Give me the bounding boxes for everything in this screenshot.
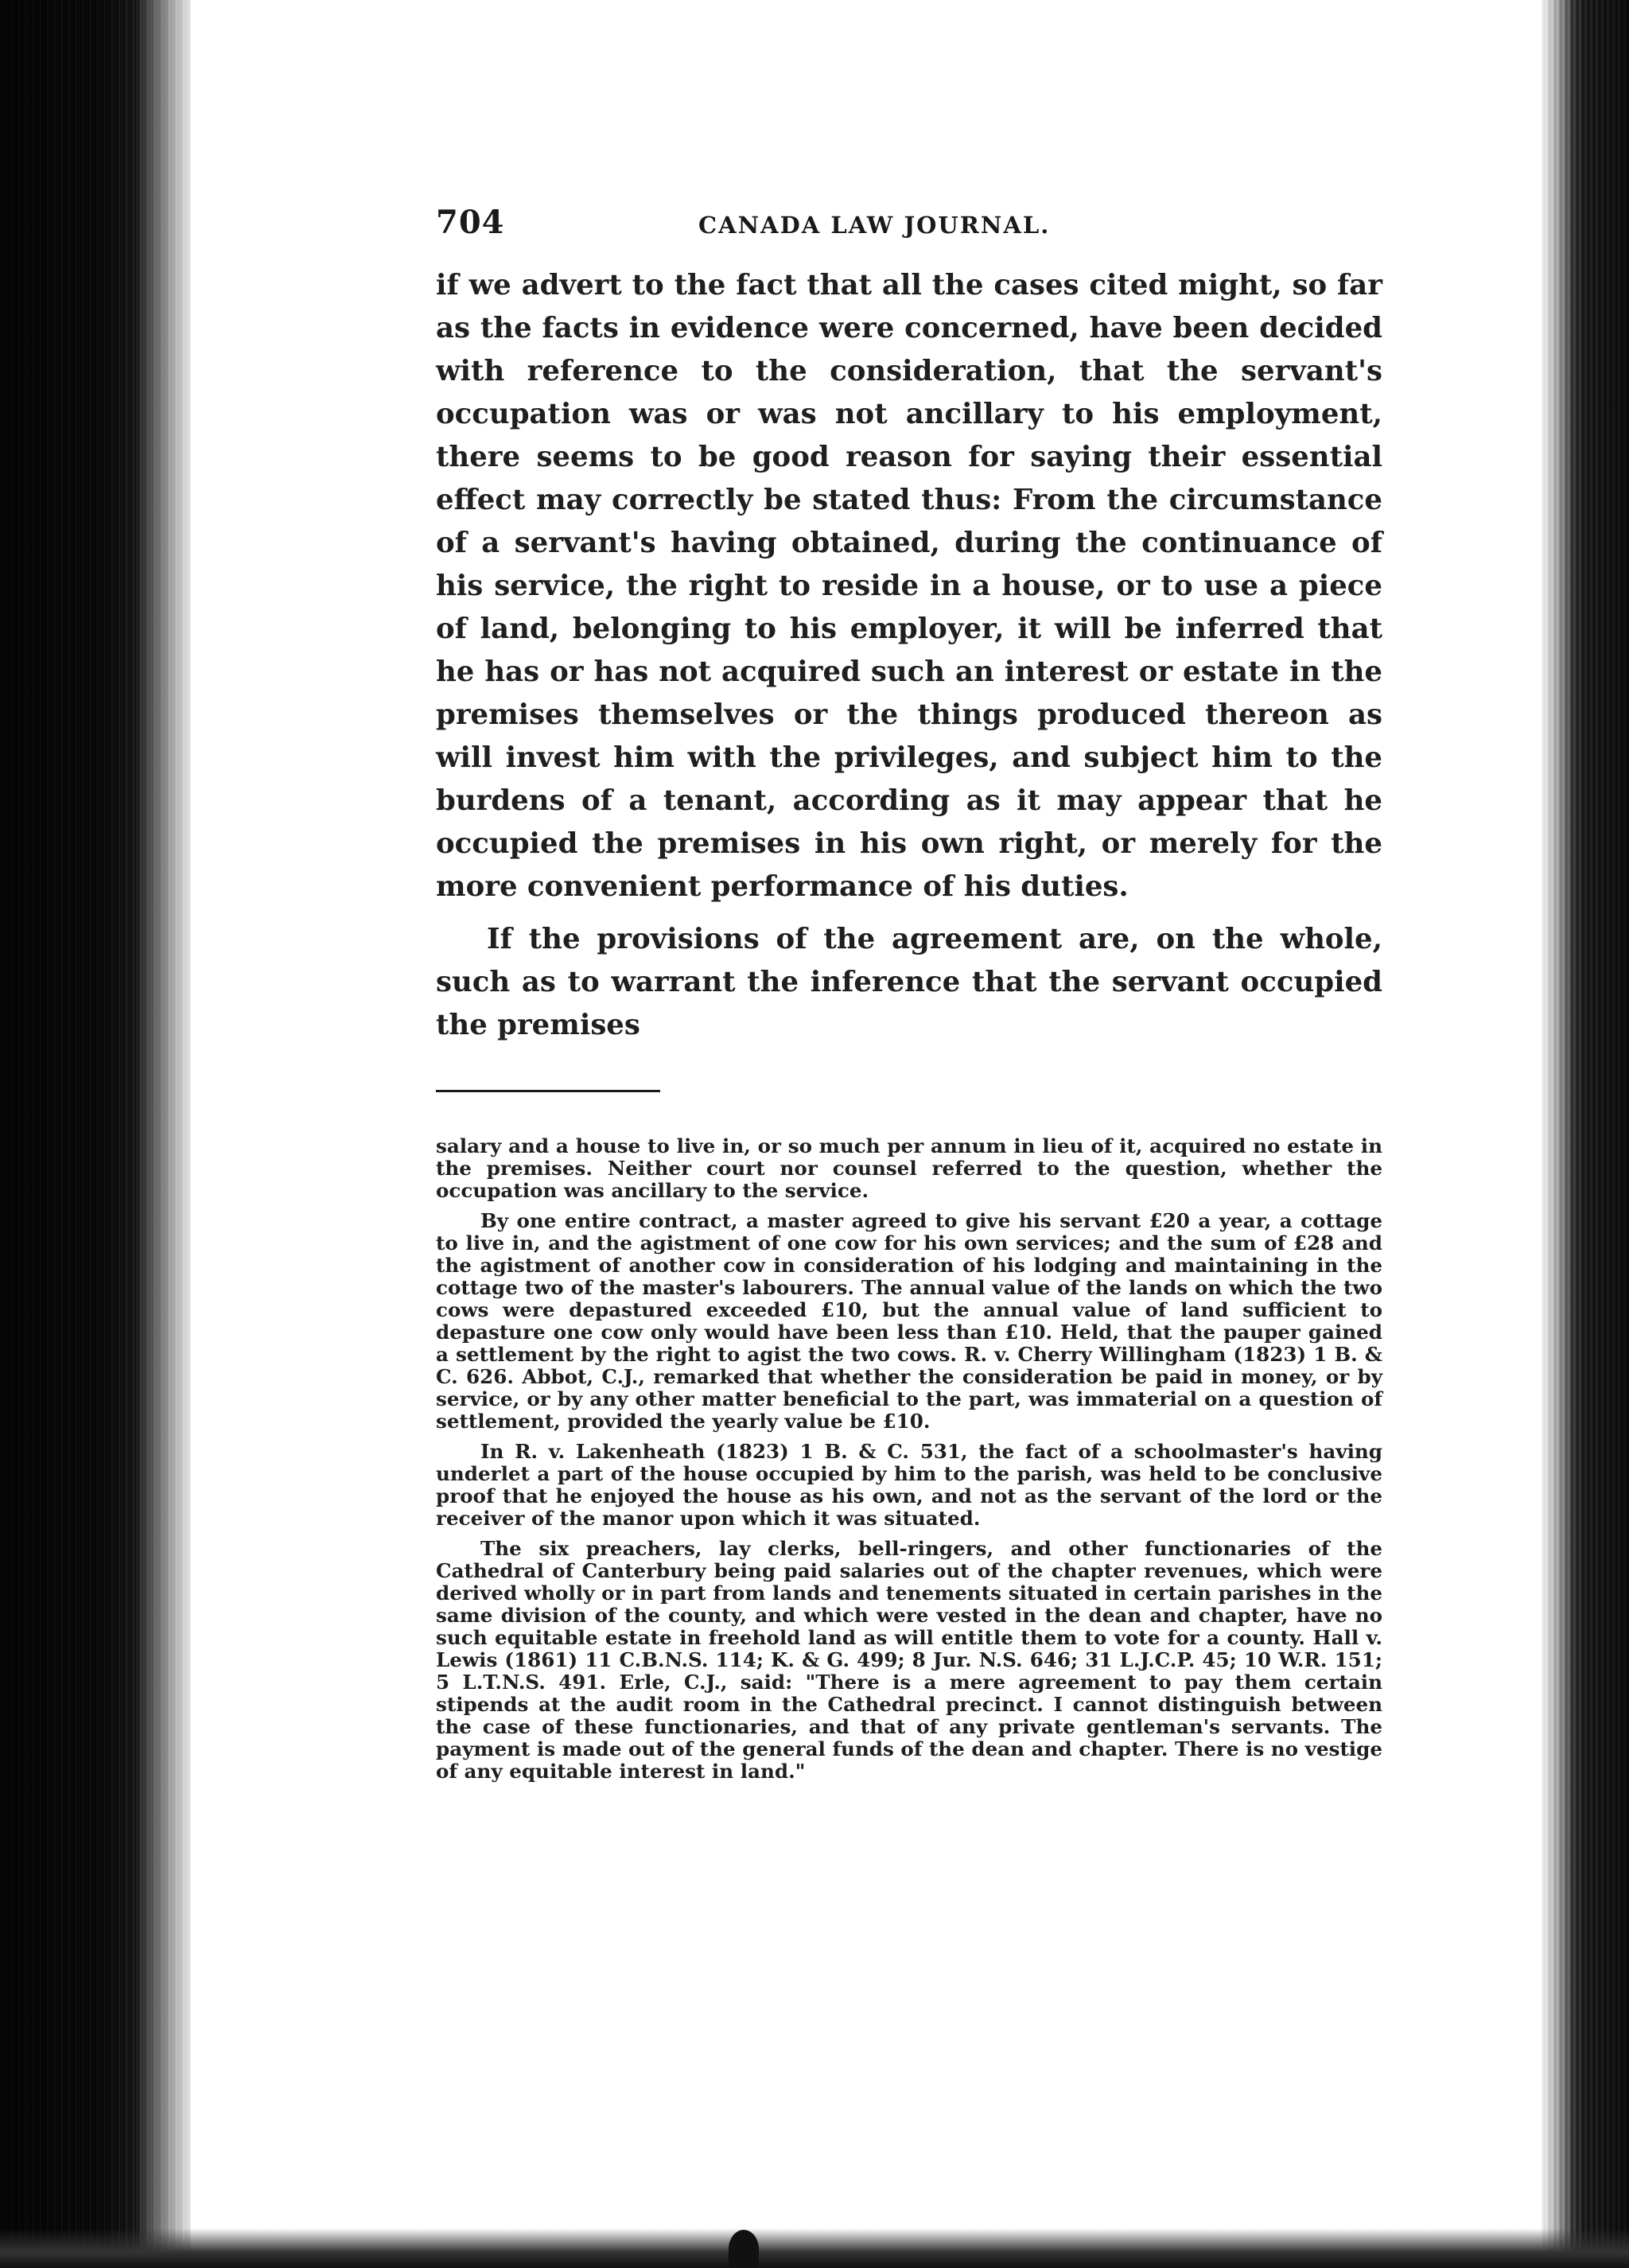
journal-title: CANADA LAW JOURNAL. xyxy=(698,212,1051,239)
scan-edge-bottom xyxy=(0,2228,1629,2268)
page xyxy=(436,199,1382,1783)
footnote-paragraph: salary and a house to live in, or so much per annum in lieu of it, acquired no estate in the premises. Neither court nor counsel referred to the question, whether the occupation was ancillary to the service. xyxy=(436,1134,1382,1202)
footnote-paragraph: The six preachers, lay clerks, bell-ringers, and other functionaries of the Cathedral of Canterbury being paid salaries out of the chapter revenues, which were derived wholly or in part from lands and tenements situated in certain parishes in the same division of the county, and which were vested in the dean and chapter, have no such equitable estate in freehold land as will entitle them to vote for a county. Hall v. Lewis (1861) 11 C.B.N.S. 114; K. & G. 499; 8 Jur. N.S. 646; 31 L.J.C.P. 45; 10 W.R. 151; 5 L.T.N.S. 491. Erle, C.J., said: "There is a mere agreement to pay them certain stipends at the audit room in the Cathedral precinct. I cannot distinguish between the case of these functionaries, and that of any private gentleman's servants. The payment is made out of the general funds of the dean and chapter. There is no vestige of any equitable interest in land." xyxy=(436,1537,1382,1783)
body-paragraph: If the provisions of the agreement are, on the whole, such as to warrant the inference that the servant occupied the premises xyxy=(436,923,1382,1041)
footnote-paragraph: By one entire contract, a master agreed to give his servant £20 a year, a cottage to live in, and the agistment of one cow for his own services; and the sum of £28 and the agistment of another cow in consideration of his lodging and maintaining in the cottage two of the master's labourers. The annual value of the lands on which the two cows were depastured exceeded £10, but the annual value of land sufficient to depasture one cow only would have been less than £10. Held, that the pauper gained a settlement by the right to agist the two cows. R. v. Cherry Willingham (1823) 1 B. & C. 626. Abbot, C.J., remarked that whether the consideration be paid in money, or by service, or by any other matter beneficial to the part, was immaterial on a question of settlement, provided the yearly value be £10. xyxy=(436,1209,1382,1433)
footnotes xyxy=(436,1135,1382,1783)
body-paragraph: if we advert to the fact that all the cases cited might, so far as the facts in evidence were concerned, have been decided with reference to the consideration, that the servant's occupation was or was not ancillary to his employment, there seems to be good reason for saying their essential effect may correctly be stated thus: From the circumstance of a servant's having obtained, during the continuance of his service, the right to reside in a house, or to use a piece of land, belonging to his employer, it will be inferred that he has or has not acquired such an interest or estate in the premises themselves or the things produced thereon as will invest him with the privileges, and subject him to the burdens of a tenant, according as it may appear that he occupied the premises in his own right, or merely for the more convenient performance of his duties. xyxy=(436,269,1382,903)
scan-binding-mark xyxy=(729,2230,759,2268)
scan-edge-left xyxy=(0,0,191,2268)
page-number: 704 xyxy=(436,204,505,241)
footnote-divider xyxy=(436,1090,660,1092)
main-text xyxy=(436,264,1382,1047)
scan-edge-right xyxy=(1542,0,1629,2268)
footnote-paragraph: In R. v. Lakenheath (1823) 1 B. & C. 531, the fact of a schoolmaster's having underlet a part of the house occupied by him to the parish, was held to be conclusive proof that he enjoyed the house as his own, and not as the servant of the lord or the receiver of the manor upon which it was situated. xyxy=(436,1440,1382,1530)
running-head xyxy=(436,199,1382,250)
